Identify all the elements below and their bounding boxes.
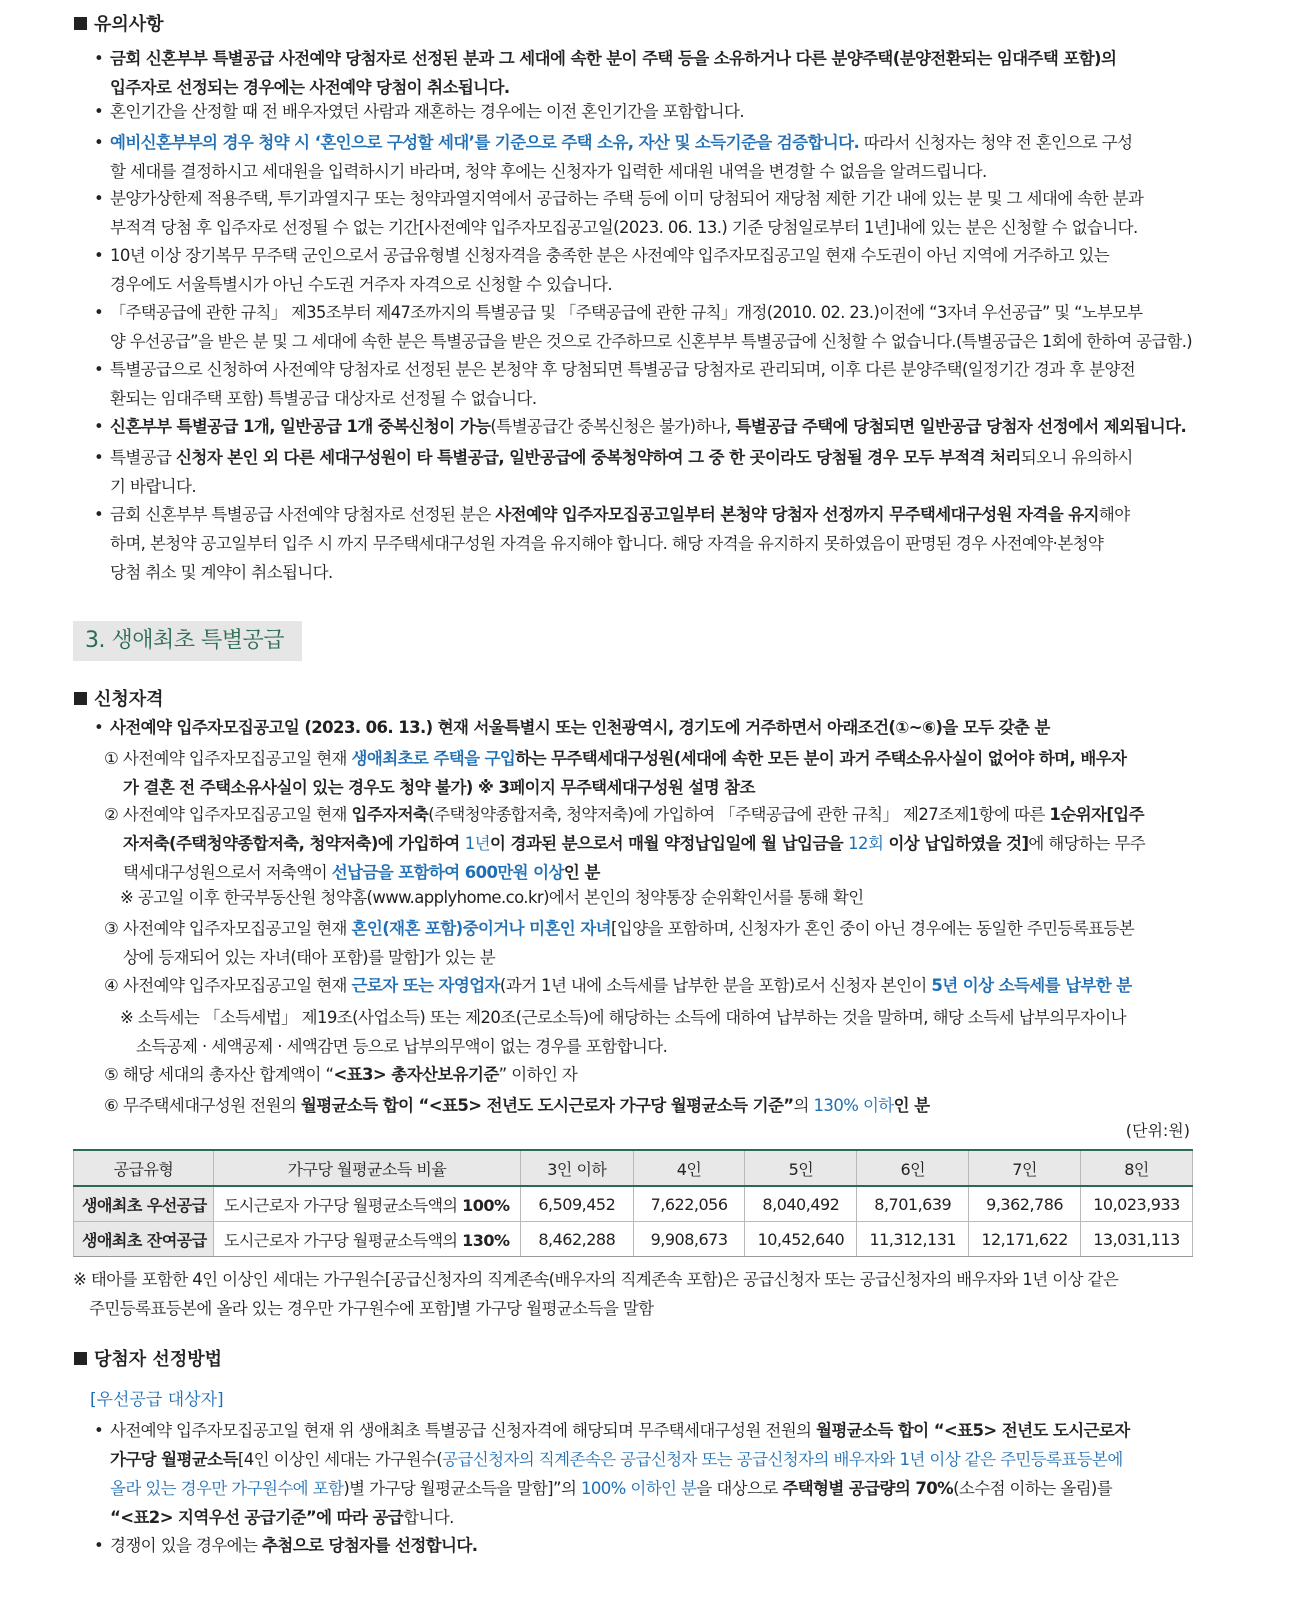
bullet-icon: • [94,303,104,322]
table-footnote: ※ 태아를 포함한 4인 이상인 세대는 가구원수[공급신청자의 직계존속(배우자의 직계존속 포함)은 공급신청자 또는 공급신청자의 배우자와 1년 이상 같은 주민등록표등본에 올라 있는 경우만 가구원수에 포함]별 가구당 월평균소득을 말함 [73,1270,1119,1318]
table-cell: 9,362,786 [969,1186,1081,1222]
bullet-icon: • [94,1421,104,1440]
eligibility-heading: 신청자격 [74,685,164,711]
column-header: 5인 [745,1150,857,1186]
note-item: 「주택공급에 관한 규칙」 제35조부터 제47조까지의 특별공급 및 「주택공급에 관한 규칙」개정(2010. 02. 23.)이전에 “3자녀 우선공급” 및 “노부모부 양 우선공급”을 받은 분 및 그 세대에 속한 분은 특별공급을 받은 것으로 간주하므로 신혼부부 특별공급에 신청할 수 없습니다.(특별공급은 1회에 한하여 공급함.) [110,303,1193,351]
table-cell: 10,452,640 [745,1222,857,1257]
column-header: 8인 [1081,1150,1193,1186]
bullet-icon: • [94,1536,104,1555]
square-bullet-icon [74,17,87,30]
condition-3: ③ 사전예약 입주자모집공고일 현재 혼인(재혼 포함)중이거나 미혼인 자녀[입양을 포함하며, 신청자가 혼인 중이 아닌 경우에는 동일한 주민등록표등본 상에 등재되어 있는 자녀(태아 포함)를 말함]가 있는 분 [104,919,1135,967]
row-header: 생애최초 우선공급 [74,1186,214,1222]
table-cell: 도시근로자 가구당 월평균소득액의 100% [213,1186,520,1222]
table-unit: (단위:원) [1125,1121,1190,1140]
note-item: 예비신혼부부의 경우 청약 시 ‘혼인으로 구성할 세대’를 기준으로 주택 소유, 자산 및 소득기준을 검증합니다. 따라서 신청자는 청약 전 혼인으로 구성 할 세대를 결정하시고 세대원을 입력하시기 바라며, 청약 후에는 신청자가 입력한 세대원 내역을 변경할 수 없음을 알려드립니다. [110,133,1133,181]
bullet-icon: • [94,102,104,121]
note-item: 10년 이상 장기복무 무주택 군인으로서 공급유형별 신청자격을 충족한 분은 사전예약 입주자모집공고일 현재 수도권이 아닌 지역에 거주하고 있는 경우에도 서울특별시가 아닌 수도권 거주자 자격으로 신청할 수 있습니다. [110,246,1110,294]
column-header: 가구당 월평균소득 비율 [213,1150,520,1186]
condition-6: ⑥ 무주택세대구성원 전원의 월평균소득 합이 “<표5> 전년도 도시근로자 가구당 월평균소득 기준”의 130% 이하인 분 [104,1096,930,1115]
column-header: 공급유형 [74,1150,214,1186]
table-cell: 6,509,452 [520,1186,633,1222]
eligibility-lead: 사전예약 입주자모집공고일 (2023. 06. 13.) 현재 서울특별시 또는 인천광역시, 경기도에 거주하면서 아래조건(①~⑥)을 모두 갖춘 분 [110,718,1050,737]
table-row [74,1186,1193,1222]
note-item: 특별공급으로 신청하여 사전예약 당첨자로 선정된 분은 본청약 후 당첨되면 특별공급 당첨자로 관리되며, 이후 다른 분양주택(일정기간 경과 후 분양전 환되는 임대주택 포함) 특별공급 대상자로 선정될 수 없습니다. [110,360,1136,408]
bullet-icon: • [94,505,104,524]
table-cell: 7,622,056 [633,1186,745,1222]
condition-1: ① 사전예약 입주자모집공고일 현재 생애최초로 주택을 구입하는 무주택세대구성원(세대에 속한 모든 분이 과거 주택소유사실이 없어야 하며, 배우자 가 결혼 전 주택소유사실이 있는 경우도 청약 불가) ※ 3페이지 무주택세대구성원 설명 참조 [104,749,1127,797]
table-cell: 9,908,673 [633,1222,745,1257]
section-title: 3. 생애최초 특별공급 [73,621,302,661]
note-item: 혼인기간을 산정할 때 전 배우자였던 사람과 재혼하는 경우에는 이전 혼인기간을 포함합니다. [110,102,744,121]
condition-4-note: ※ 소득세는 「소득세법」 제19조(사업소득) 또는 제20조(근로소득)에 해당하는 소득에 대하여 납부하는 것을 말하며, 해당 소득세 납부의무자이나 소득공제 · 세액공제 · 세액감면 등으로 납부의무액이 없는 경우를 포함합니다. [120,1008,1126,1056]
note-item: 금회 신혼부부 특별공급 사전예약 당첨자로 선정된 분과 그 세대에 속한 분이 주택 등을 소유하거나 다른 분양주택(분양전환되는 임대주택 포함)의 입주자로 선정되는 경우에는 사전예약 당첨이 취소됩니다. [110,49,1117,97]
income-table [73,1149,1193,1257]
condition-5: ⑤ 해당 세대의 총자산 합계액이 “<표3> 총자산보유기준” 이하인 자 [104,1065,578,1084]
square-bullet-icon [74,1352,87,1365]
note-item: 금회 신혼부부 특별공급 사전예약 당첨자로 선정된 분은 사전예약 입주자모집공고일부터 본청약 당첨자 선정까지 무주택세대구성원 자격을 유지해야 하며, 본청약 공고일부터 입주 시 까지 무주택세대구성원 자격을 유지해야 합니다. 해당 자격을 유지하지 못하였음이 판명된 경우 사전예약·본청약 당첨 취소 및 계약이 취소됩니다. [110,505,1130,582]
row-header: 생애최초 잔여공급 [74,1222,214,1257]
column-header: 4인 [633,1150,745,1186]
note-item: 신혼부부 특별공급 1개, 일반공급 1개 중복신청이 가능(특별공급간 중복신청은 불가)하나, 특별공급 주택에 당첨되면 일반공급 당첨자 선정에서 제외됩니다. [110,417,1187,436]
selection-item: 사전예약 입주자모집공고일 현재 위 생애최초 특별공급 신청자격에 해당되며 무주택세대구성원 전원의 월평균소득 합이 “<표5> 전년도 도시근로자 가구당 월평균소득[4인 이상인 세대는 가구원수(공급신청자의 직계존속은 공급신청자 또는 공급신청자의 배우자와 1년 이상 같은 주민등록표등본에 올라 있는 경우만 가구원수에 포함)별 가구당 월평균소득을 말함]”의 100% 이하인 분을 대상으로 주택형별 공급량의 70%(소수점 이하는 올림)를 “<표2> 지역우선 공급기준”에 따라 공급합니다. [110,1421,1130,1527]
table-cell: 12,171,622 [969,1222,1081,1257]
table-cell: 13,031,113 [1081,1222,1193,1257]
table-cell: 8,462,288 [520,1222,633,1257]
table-cell: 도시근로자 가구당 월평균소득액의 130% [213,1222,520,1257]
bullet-icon: • [94,718,104,737]
table-cell: 11,312,131 [857,1222,969,1257]
column-header: 6인 [857,1150,969,1186]
selection-item: 경쟁이 있을 경우에는 추첨으로 당첨자를 선정합니다. [110,1536,478,1555]
column-header: 7인 [969,1150,1081,1186]
bullet-icon: • [94,448,104,467]
bullet-icon: • [94,189,104,208]
condition-2-note: ※ 공고일 이후 한국부동산원 청약홈(www.applyhome.co.kr)에서 본인의 청약통장 순위확인서를 통해 확인 [120,888,864,907]
bullet-icon: • [94,49,104,68]
table-header-row [74,1150,1193,1186]
bullet-icon: • [94,133,104,152]
condition-2: ② 사전예약 입주자모집공고일 현재 입주자저축(주택청약종합저축, 청약저축)에 가입하여 「주택공급에 관한 규칙」 제27조제1항에 따른 1순위자[입주 자저축(주택청약종합저축, 청약저축)에 가입하여 1년이 경과된 분으로서 매월 약정납입일에 월 납입금을 12회 이상 납입하였을 것]에 해당하는 무주 택세대구성원으로서 저축액이 선납금을 포함하여 600만원 이상인 분 [104,805,1146,882]
bullet-icon: • [94,417,104,436]
note-item: 특별공급 신청자 본인 외 다른 세대구성원이 타 특별공급, 일반공급에 중복청약하여 그 중 한 곳이라도 당첨될 경우 모두 부적격 처리되오니 유의하시 기 바랍니다. [110,448,1133,496]
condition-4: ④ 사전예약 입주자모집공고일 현재 근로자 또는 자영업자(과거 1년 내에 소득세를 납부한 분을 포함)로서 신청자 본인이 5년 이상 소득세를 납부한 분 [104,976,1132,995]
selection-heading: 당첨자 선정방법 [74,1345,222,1371]
notes-heading: 유의사항 [74,10,164,36]
table-cell: 8,701,639 [857,1186,969,1222]
note-item: 분양가상한제 적용주택, 투기과열지구 또는 청약과열지역에서 공급하는 주택 등에 이미 당첨되어 재당첨 제한 기간 내에 있는 분 및 그 세대에 속한 분과 부적격 당첨 후 입주자로 선정될 수 없는 기간[사전예약 입주자모집공고일(2023. 06. 13.) 기준 당첨일로부터 1년]내에 있는 분은 신청할 수 없습니다. [110,189,1144,237]
bullet-icon: • [94,360,104,379]
bullet-icon: • [94,246,104,265]
square-bullet-icon [74,692,87,705]
table-cell: 10,023,933 [1081,1186,1193,1222]
priority-label: [우선공급 대상자] [90,1390,224,1410]
table-row [74,1222,1193,1257]
table-cell: 8,040,492 [745,1186,857,1222]
column-header: 3인 이하 [520,1150,633,1186]
